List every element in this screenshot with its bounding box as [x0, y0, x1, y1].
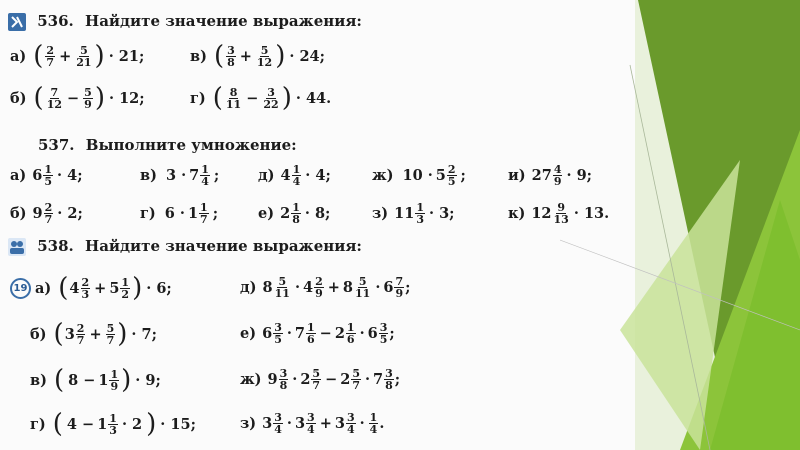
- exercise-536-heading: [8, 12, 362, 31]
- item-label: ж): [240, 371, 262, 388]
- whole-part: 7: [294, 325, 305, 342]
- tail-text: ;: [213, 167, 220, 184]
- problem-537-7: [258, 202, 333, 225]
- operator: +: [327, 279, 340, 296]
- tail-text: · 12;: [108, 89, 145, 107]
- paren-open: (: [58, 273, 69, 303]
- denominator: 3: [109, 423, 117, 437]
- operator: ·: [375, 279, 381, 296]
- item-label: г): [140, 205, 156, 222]
- paren-open: (: [53, 319, 64, 349]
- fraction: $\frac{5}{12}$: [256, 43, 273, 69]
- fraction: [354, 276, 371, 299]
- paren-open: (: [53, 365, 65, 395]
- operator: ·: [286, 325, 292, 342]
- denominator: 5: [44, 175, 53, 188]
- fraction: [346, 412, 356, 435]
- fraction: [447, 164, 457, 187]
- fraction: [351, 368, 361, 391]
- item-label: и): [508, 167, 526, 184]
- denominator: 4: [346, 423, 355, 436]
- numerator: 3: [279, 367, 288, 380]
- tail-text: · 6;: [146, 279, 172, 297]
- problem-537-2: [258, 164, 334, 187]
- paren-close: ): [275, 41, 286, 71]
- fraction: [274, 276, 291, 299]
- fraction: [394, 276, 404, 299]
- fraction: [379, 322, 389, 345]
- whole-part: 9: [267, 371, 278, 388]
- fraction: [291, 202, 301, 225]
- numerator: 1: [346, 321, 355, 334]
- denominator: 4: [274, 423, 282, 436]
- denominator: 5: [379, 333, 388, 346]
- exercise-537-heading: [32, 136, 297, 154]
- numerator: 2: [76, 321, 85, 335]
- tail-text: ;: [212, 205, 219, 222]
- exercise-number: 536.: [37, 12, 74, 30]
- tail-text: · 21;: [108, 47, 145, 65]
- paren-open: (: [33, 83, 44, 113]
- denominator: 9: [395, 287, 404, 300]
- paren-close: ): [94, 83, 105, 113]
- denominator: 4: [201, 175, 209, 188]
- item-label: б): [10, 205, 27, 222]
- item-label: в): [190, 47, 207, 65]
- numerator: 1: [416, 201, 424, 214]
- numerator: 1: [292, 201, 300, 214]
- tail-text: · 44.: [295, 89, 332, 107]
- end-text: .: [379, 415, 385, 432]
- paren-open: (: [213, 41, 225, 71]
- denominator: 3: [416, 213, 424, 226]
- fraction: [415, 202, 425, 225]
- problem-538v: [30, 365, 164, 395]
- problem-538z: [240, 412, 384, 435]
- fraction: [81, 277, 91, 300]
- prefix-text: 4 −: [66, 415, 95, 433]
- item-label: б): [30, 325, 47, 343]
- problem-536b: [10, 83, 148, 113]
- whole-part: 8: [342, 279, 353, 296]
- problem-537-1: [140, 164, 222, 187]
- green-decoration: [560, 0, 800, 450]
- numerator: 9: [557, 201, 566, 214]
- paren-close: ): [146, 409, 157, 439]
- whole-part: 2: [334, 325, 345, 342]
- denominator: 6: [307, 333, 315, 346]
- problem-537-3: [372, 164, 469, 187]
- mid-text: · 2: [121, 415, 143, 433]
- tail-text: · 15;: [160, 415, 196, 433]
- prefix-text: 10 ·: [402, 167, 433, 184]
- item-label: е): [258, 205, 275, 222]
- fraction: $\frac{7}{12}$: [46, 85, 63, 111]
- fraction: [106, 323, 116, 346]
- tail-text: · 4;: [305, 167, 331, 184]
- paren-close: ): [132, 273, 143, 303]
- item-label: ж): [372, 167, 394, 184]
- paren-open: (: [33, 41, 44, 71]
- numerator: 1: [307, 321, 315, 334]
- denominator: 13: [553, 213, 569, 226]
- denominator: 7: [312, 379, 321, 392]
- exercise-number: 537.: [38, 136, 75, 154]
- numerator: 2: [447, 163, 456, 176]
- fraction: [43, 164, 53, 187]
- problem-537-5: [10, 202, 86, 225]
- paren-close: ): [121, 365, 132, 395]
- fraction: $\frac{5}{9}$: [84, 85, 92, 111]
- operator: −: [246, 89, 259, 107]
- numerator: 1: [44, 163, 53, 176]
- denominator: 7: [76, 333, 85, 347]
- denominator: 7: [44, 213, 53, 226]
- tail-text: · 4;: [57, 167, 83, 184]
- tail-text: · 7;: [131, 325, 157, 343]
- fraction: $\frac{3}{8}$: [227, 43, 235, 69]
- problem-537-6: [140, 202, 221, 225]
- denominator: 9: [553, 175, 562, 188]
- item-label: б): [10, 89, 27, 107]
- fraction: [384, 368, 394, 391]
- exercise-538-heading: [8, 237, 362, 256]
- whole-part: 6: [367, 325, 378, 342]
- whole-part: 2: [300, 371, 311, 388]
- denominator: 8: [292, 213, 300, 226]
- denominator: 5: [274, 333, 282, 346]
- numerator: 5: [312, 367, 321, 380]
- denominator: 11: [274, 287, 290, 300]
- whole-part: 12: [531, 205, 552, 222]
- tail-text: · 9;: [135, 371, 161, 389]
- fraction: [292, 164, 302, 187]
- operator: +: [59, 47, 72, 65]
- fraction: [369, 412, 379, 435]
- whole-part: 6: [383, 279, 394, 296]
- item-label: к): [508, 205, 526, 222]
- fraction: [108, 413, 118, 436]
- item-label: в): [30, 371, 47, 389]
- problem-536a: [10, 41, 147, 71]
- problem-536g: [190, 83, 334, 113]
- denominator: 2: [121, 287, 130, 301]
- operator: +: [239, 47, 252, 65]
- numerator: 1: [292, 163, 301, 176]
- problem-536v: [190, 41, 328, 71]
- problem-538b: [30, 319, 160, 349]
- item-label: а): [35, 279, 52, 297]
- fraction: [306, 412, 316, 435]
- whole-part: 6: [32, 167, 43, 184]
- paren-close: ): [94, 41, 105, 71]
- end-text: ;: [394, 371, 401, 388]
- problem-538d: [240, 276, 410, 299]
- numerator: 5: [358, 275, 367, 288]
- whole-part: 1: [98, 371, 109, 389]
- tail-text: · 3;: [428, 205, 455, 222]
- fraction: [76, 323, 86, 346]
- denominator: 5: [447, 175, 456, 188]
- fraction: [314, 276, 324, 299]
- problem-538g: [30, 409, 199, 439]
- numerator: 1: [201, 163, 209, 176]
- numerator: 1: [109, 411, 117, 425]
- fraction: [306, 322, 316, 345]
- fraction: [346, 322, 356, 345]
- fraction: [311, 368, 321, 391]
- exercise-title: Найдите значение выражения:: [85, 237, 362, 255]
- fraction: [199, 202, 209, 225]
- whole-part: 8: [262, 279, 273, 296]
- numerator: 3: [346, 411, 355, 424]
- denominator: 7: [352, 379, 360, 392]
- denominator: 8: [385, 379, 393, 392]
- item-label: а): [10, 167, 27, 184]
- paren-open: (: [212, 83, 223, 113]
- whole-part: 3: [64, 325, 75, 343]
- whole-part: 3: [262, 415, 273, 432]
- tail-text: · 8;: [304, 205, 331, 222]
- numerator: 2: [315, 275, 323, 288]
- end-text: ;: [405, 279, 411, 296]
- exercise-icon: [8, 13, 26, 31]
- numerator: 2: [44, 201, 53, 214]
- item-label: е): [240, 325, 257, 342]
- numerator: 1: [369, 411, 378, 424]
- fraction: [279, 368, 289, 391]
- denominator: 4: [369, 423, 378, 436]
- whole-part: 3: [334, 415, 345, 432]
- end-text: ;: [389, 325, 395, 342]
- problem-538e: [240, 322, 395, 345]
- numerator: 3: [274, 321, 282, 334]
- problem-537-8: [372, 202, 458, 225]
- operator: ·: [359, 415, 365, 432]
- tail-text: ;: [460, 167, 466, 184]
- operator: +: [319, 415, 332, 432]
- item-label: в): [140, 167, 157, 184]
- whole-part: 7: [373, 371, 384, 388]
- numerator: 1: [121, 275, 130, 289]
- paren-close: ): [281, 83, 292, 113]
- numerator: 2: [81, 275, 90, 289]
- whole-part: 9: [32, 205, 43, 222]
- numerator: 3: [379, 321, 388, 334]
- numerator: 5: [352, 367, 360, 380]
- fraction: $\frac{3}{22}$: [263, 85, 279, 111]
- whole-part: 6: [262, 325, 273, 342]
- whole-part: 2: [340, 371, 351, 388]
- marker-19-icon: 19: [10, 278, 31, 299]
- numerator: 1: [200, 201, 208, 214]
- operator: −: [325, 371, 338, 388]
- exercise-number: 538.: [37, 237, 74, 255]
- numerator: 3: [307, 411, 315, 424]
- tail-text: · 2;: [57, 205, 83, 222]
- exercise-title: Найдите значение выражения:: [85, 12, 362, 30]
- numerator: 3: [274, 411, 282, 424]
- problem-538a: [10, 273, 175, 303]
- denominator: 4: [292, 175, 301, 188]
- operator: ·: [292, 371, 298, 388]
- operator: ·: [294, 279, 300, 296]
- fraction: [273, 322, 283, 345]
- fraction: [120, 277, 130, 300]
- whole-part: 4: [280, 167, 291, 184]
- denominator: 3: [81, 287, 90, 301]
- denominator: 8: [279, 379, 288, 392]
- whole-part: 27: [531, 167, 552, 184]
- denominator: 9: [315, 287, 323, 300]
- fraction: [109, 369, 119, 392]
- whole-part: 1: [97, 415, 108, 433]
- whole-part: 3: [294, 415, 306, 432]
- denominator: 7: [200, 213, 208, 226]
- numerator: 5: [278, 275, 287, 288]
- whole-part: 5: [435, 167, 446, 184]
- whole-part: 2: [280, 205, 291, 222]
- fraction: $\frac{8}{11}$: [225, 85, 242, 111]
- exercise-title: Выполните умножение:: [85, 136, 297, 154]
- fraction: [200, 164, 210, 187]
- operator: ·: [286, 415, 292, 432]
- item-label: з): [372, 205, 389, 222]
- whole-part: 7: [189, 167, 200, 184]
- denominator: 6: [346, 333, 355, 346]
- problem-537-0: [10, 164, 86, 187]
- tail-text: · 9;: [566, 167, 593, 184]
- group-work-icon: [8, 238, 26, 256]
- tail-text: · 24;: [289, 47, 326, 65]
- item-label: д): [258, 167, 275, 184]
- denominator: 11: [355, 287, 371, 300]
- prefix-text: 6 ·: [164, 205, 185, 222]
- whole-part: 5: [109, 279, 120, 297]
- paren-open: (: [52, 409, 63, 439]
- paren-close: ): [117, 319, 128, 349]
- item-label: з): [240, 415, 257, 432]
- prefix-text: 3 ·: [165, 167, 187, 184]
- numerator: 5: [106, 321, 115, 335]
- numerator: 7: [395, 275, 404, 288]
- denominator: 7: [106, 333, 115, 347]
- operator: −: [319, 325, 332, 342]
- fraction: [273, 412, 283, 435]
- prefix-text: 8 −: [68, 371, 96, 389]
- operator: +: [94, 279, 107, 297]
- item-label: а): [10, 47, 27, 65]
- fraction: [44, 202, 54, 225]
- numerator: 4: [553, 163, 562, 176]
- item-label: г): [190, 89, 206, 107]
- operator: ·: [364, 371, 371, 388]
- operator: −: [67, 89, 80, 107]
- operator: +: [89, 325, 102, 343]
- whole-part: 4: [303, 279, 314, 296]
- whole-part: 4: [69, 279, 80, 297]
- item-label: д): [240, 279, 257, 296]
- tail-text: · 13.: [573, 205, 610, 222]
- item-label: г): [30, 415, 46, 433]
- fraction: $\frac{5}{21}$: [76, 43, 92, 69]
- numerator: 3: [385, 367, 393, 380]
- fraction: $\frac{2}{7}$: [46, 43, 55, 69]
- numerator: 1: [110, 367, 119, 381]
- problem-538zh: [240, 368, 400, 391]
- whole-part: 1: [187, 205, 199, 222]
- whole-part: 11: [394, 205, 415, 222]
- operator: ·: [359, 325, 365, 342]
- denominator: 9: [110, 379, 119, 393]
- denominator: 4: [307, 423, 315, 436]
